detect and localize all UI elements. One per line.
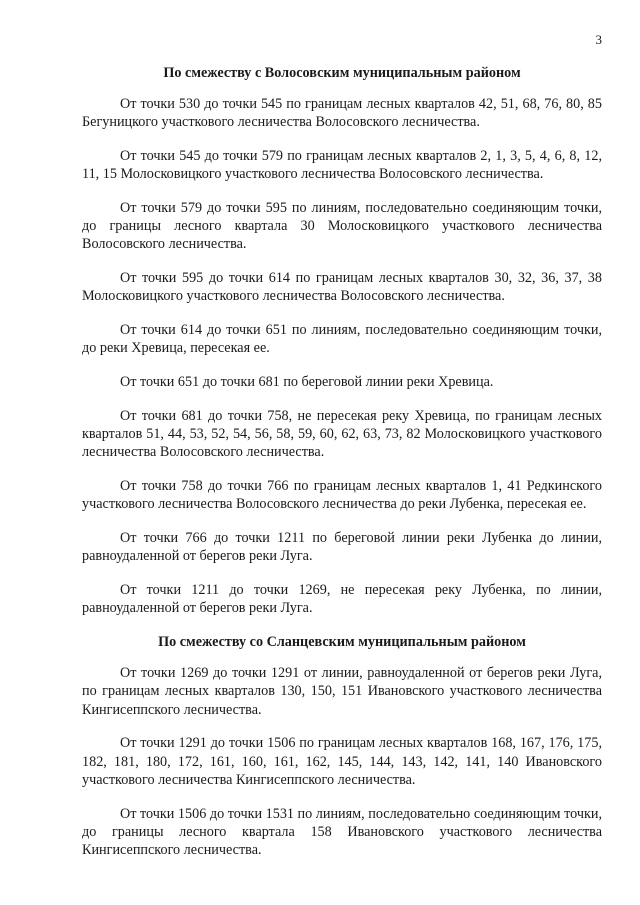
paragraph: От точки 595 до точки 614 по границам лесных кварталов 30, 32, 36, 37, 38 Молосковицкого участкового лесничества Волосовского лесничества. [82, 270, 602, 305]
paragraph: От точки 530 до точки 545 по границам лесных кварталов 42, 51, 68, 76, 80, 85 Бегуницкого участкового лесничества Волосовского лесничества. [82, 96, 602, 131]
paragraph: От точки 681 до точки 758, не пересекая реку Хревица, по границам лесных кварталов 51, 44, 53, 52, 54, 56, 58, 59, 60, 62, 63, 73, 82 Молосковицкого участкового лесничества Волосовского лесничества. [82, 408, 602, 461]
paragraph: От точки 1211 до точки 1269, не пересекая реку Лубенка, по линии, равноудаленной от берегов реки Луга. [82, 582, 602, 617]
paragraph: От точки 1269 до точки 1291 от линии, равноудаленной от берегов реки Луга, по границам лесных кварталов 130, 150, 151 Ивановского участкового лесничества Кингисеппского лесничества. [82, 665, 602, 718]
paragraph: От точки 651 до точки 681 по береговой линии реки Хревица. [120, 374, 494, 391]
paragraph: От точки 766 до точки 1211 по береговой линии реки Лубенка до линии, равноудаленной от берегов реки Луга. [82, 530, 602, 565]
paragraph: От точки 1291 до точки 1506 по границам лесных кварталов 168, 167, 176, 175, 182, 181, 180, 172, 161, 160, 161, 162, 145, 144, 143, 142, 141, 140 Ивановского участкового лесничества Кингисеппского лесничества. [82, 735, 602, 788]
document-body [82, 64, 602, 875]
section-volosovsky [82, 64, 602, 618]
paragraph: От точки 579 до точки 595 по линиям, последовательно соединяющим точки, до границы лесного квартала 30 Молосковицкого участкового лесничества Волосовского лесничества. [82, 200, 602, 253]
section-slantsevsky [82, 633, 602, 859]
section-heading: По смежеству со Сланцевским муниципальным районом [158, 634, 526, 651]
section-heading: По смежеству с Волосовским муниципальным районом [163, 65, 521, 81]
paragraph: От точки 758 до точки 766 по границам лесных кварталов 1, 41 Редкинского участкового лесничества Волосовского лесничества до реки Лубенка, пересекая ее. [82, 478, 602, 513]
paragraph: От точки 1506 до точки 1531 по линиям, последовательно соединяющим точки, до границы лесного квартала 158 Ивановского участкового лесничества Кингисеппского лесничества. [82, 805, 602, 859]
page-number: 3 [595, 32, 602, 47]
paragraph: От точки 545 до точки 579 по границам лесных кварталов 2, 1, 3, 5, 4, 6, 8, 12, 11, 15 Молосковицкого участкового лесничества Волосовского лесничества. [82, 148, 602, 183]
paragraph: От точки 614 до точки 651 по линиям, последовательно соединяющим точки, до реки Хревица, пересекая ее. [82, 322, 602, 357]
